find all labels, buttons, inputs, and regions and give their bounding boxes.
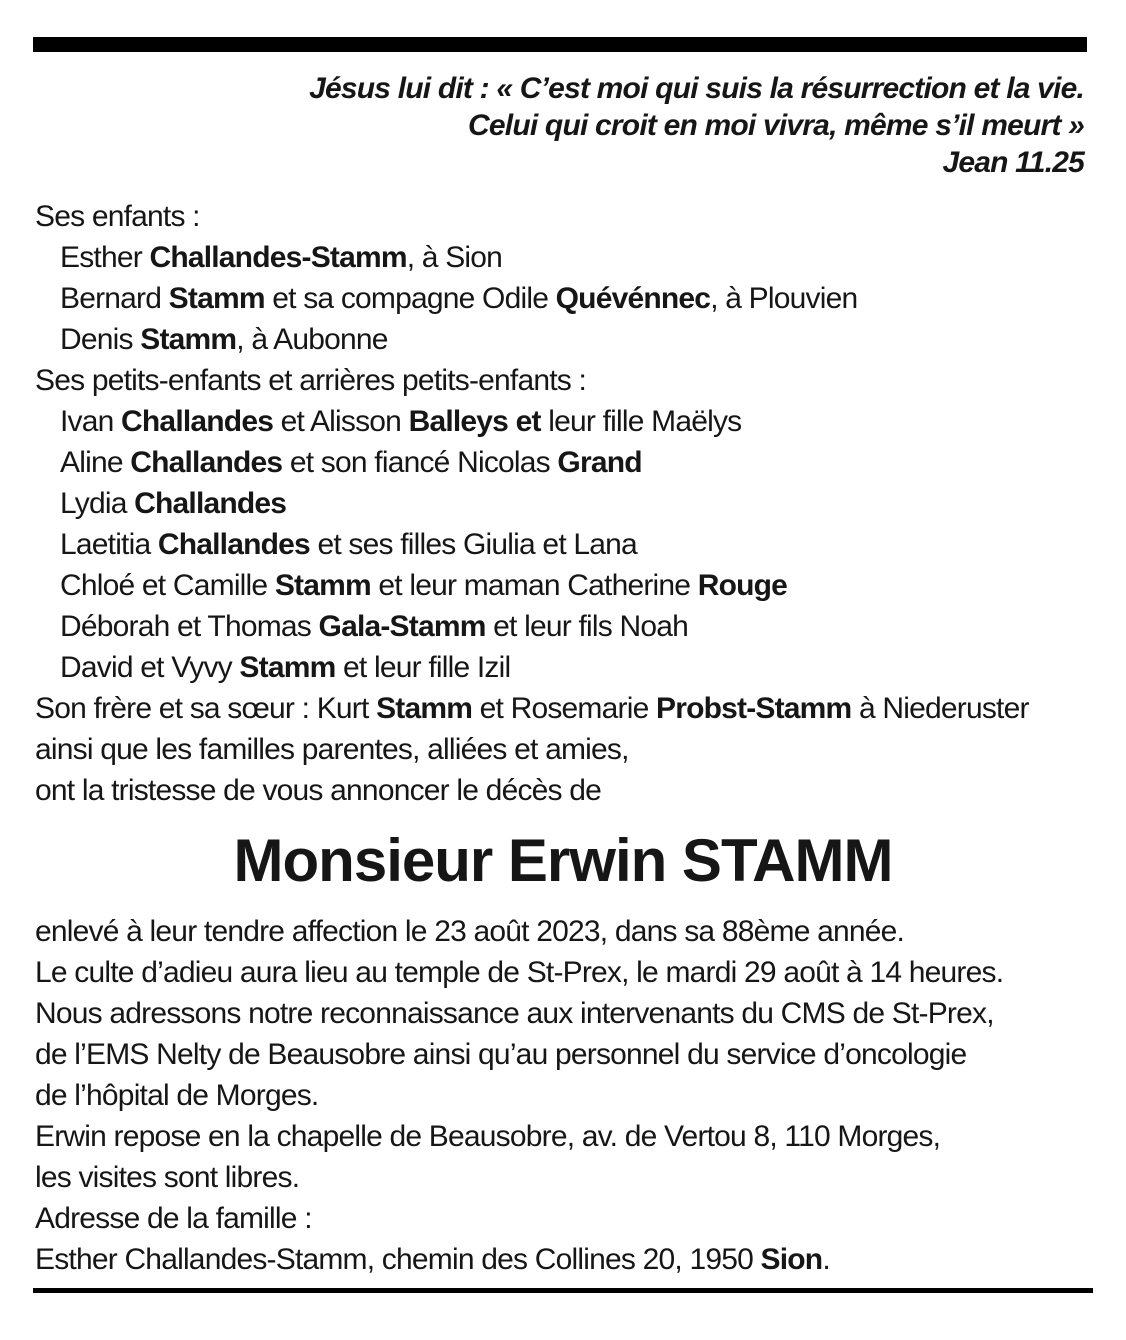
text-segment: , à Sion	[406, 241, 503, 274]
bold-name-text: Gala-Stamm	[318, 610, 486, 643]
text-line	[35, 1157, 1091, 1198]
bold-name-text: Challandes	[130, 446, 283, 479]
text-line	[35, 1198, 1091, 1239]
bottom-rule-bar	[33, 1288, 1093, 1293]
bold-name-text: Challandes	[121, 405, 274, 438]
text-segment: les visites sont libres.	[35, 1161, 300, 1194]
bold-name-text: Probst-Stamm	[655, 692, 852, 725]
text-line	[35, 1034, 1091, 1075]
text-line	[35, 688, 1091, 729]
bold-name-text: Challandes	[134, 487, 287, 520]
deceased-name-title: Monsieur Erwin STAMM	[233, 827, 893, 894]
text-line	[35, 237, 1091, 278]
top-rule-bar	[33, 37, 1087, 52]
text-segment: et leur fille Izil	[335, 651, 511, 684]
text-segment: Ses petits-enfants et arrières petits-enfants :	[35, 364, 587, 397]
text-line	[35, 483, 1091, 524]
bold-name-text: Stamm	[274, 569, 371, 602]
text-line	[35, 606, 1091, 647]
bold-name-text: Quévénnec	[555, 282, 711, 315]
quote-reference: Jean 11.25	[942, 146, 1084, 179]
bold-name-text: Grand	[557, 446, 642, 479]
text-segment: Esther Challandes-Stamm, chemin des Collines 20, 1950	[35, 1243, 761, 1276]
text-line	[35, 360, 1091, 401]
bold-name-text: Challandes	[157, 528, 310, 561]
text-line	[35, 196, 1091, 237]
text-line	[35, 401, 1091, 442]
text-line	[35, 647, 1091, 688]
text-line	[35, 524, 1091, 565]
bold-name-text: Challandes-Stamm	[149, 241, 407, 274]
text-segment: Son frère et sa sœur : Kurt	[35, 692, 377, 725]
text-line	[35, 770, 1091, 811]
text-segment: et ses filles Giulia et Lana	[309, 528, 637, 561]
text-segment: enlevé à leur tendre affection le 23 août 2023, dans sa 88ème année.	[35, 915, 905, 948]
text-segment: et Alisson	[273, 405, 409, 438]
text-segment: de l’EMS Nelty de Beausobre ainsi qu’au personnel du service d’oncologie	[35, 1038, 967, 1071]
text-segment: Aline	[60, 446, 131, 479]
text-segment: leur fille Maëlys	[540, 405, 742, 438]
family-list	[35, 196, 1091, 811]
text-segment: Ses enfants :	[35, 200, 200, 233]
text-line	[35, 1075, 1091, 1116]
text-segment: Esther	[60, 241, 150, 274]
text-segment: et Rosemarie	[472, 692, 656, 725]
text-line	[35, 319, 1091, 360]
text-line	[35, 1116, 1091, 1157]
text-line	[35, 442, 1091, 483]
bold-name-text: Sion	[760, 1243, 823, 1276]
text-segment: , à Aubonne	[236, 323, 388, 356]
text-segment: Laetitia	[60, 528, 158, 561]
bold-name-text: Stamm	[376, 692, 473, 725]
text-segment: Chloé et Camille	[60, 569, 275, 602]
text-segment: .	[822, 1243, 830, 1276]
quote-line: Jésus lui dit : « C’est moi qui suis la résurrection et la vie.	[309, 72, 1084, 105]
bold-name-text: Stamm	[168, 282, 265, 315]
text-segment: Déborah et Thomas	[60, 610, 319, 643]
bold-name-text: Stamm	[140, 323, 237, 356]
text-segment: Denis	[60, 323, 141, 356]
text-segment: Adresse de la famille :	[35, 1202, 312, 1235]
text-segment: Erwin repose en la chapelle de Beausobre, av. de Vertou 8, 110 Morges,	[35, 1120, 941, 1153]
bold-name-text: Balleys et	[408, 405, 541, 438]
bold-name-text: Stamm	[239, 651, 336, 684]
text-segment: Bernard	[60, 282, 169, 315]
text-line	[35, 952, 1091, 993]
ceremony-details	[35, 911, 1091, 1280]
text-line	[35, 1239, 1091, 1280]
text-segment: ainsi que les familles parentes, alliées et amies,	[35, 733, 629, 766]
text-segment: , à Plouvien	[710, 282, 858, 315]
text-segment: et leur fils Noah	[485, 610, 688, 643]
text-segment: ont la tristesse de vous annoncer le décès de	[35, 774, 602, 807]
text-segment: Lydia	[60, 487, 135, 520]
text-segment: et leur maman Catherine	[370, 569, 698, 602]
text-segment: et son fiancé Nicolas	[282, 446, 558, 479]
text-segment: Le culte d’adieu aura lieu au temple de St-Prex, le mardi 29 août à 14 heures.	[35, 956, 1004, 989]
text-segment: et sa compagne Odile	[264, 282, 556, 315]
text-line	[35, 278, 1091, 319]
quote-line: Celui qui croit en moi vivra, même s’il meurt »	[468, 109, 1084, 142]
text-line	[35, 911, 1091, 952]
text-segment: David et Vyvy	[60, 651, 240, 684]
text-segment: de l’hôpital de Morges.	[35, 1079, 319, 1112]
text-segment: à Niederuster	[851, 692, 1029, 725]
text-line	[35, 993, 1091, 1034]
scripture-quote	[309, 70, 1084, 181]
bold-name-text: Rouge	[697, 569, 788, 602]
text-line	[35, 565, 1091, 606]
text-segment: Nous adressons notre reconnaissance aux intervenants du CMS de St-Prex,	[35, 997, 994, 1030]
text-line	[35, 729, 1091, 770]
announcement-body	[35, 196, 1091, 1280]
text-segment: Ivan	[60, 405, 122, 438]
